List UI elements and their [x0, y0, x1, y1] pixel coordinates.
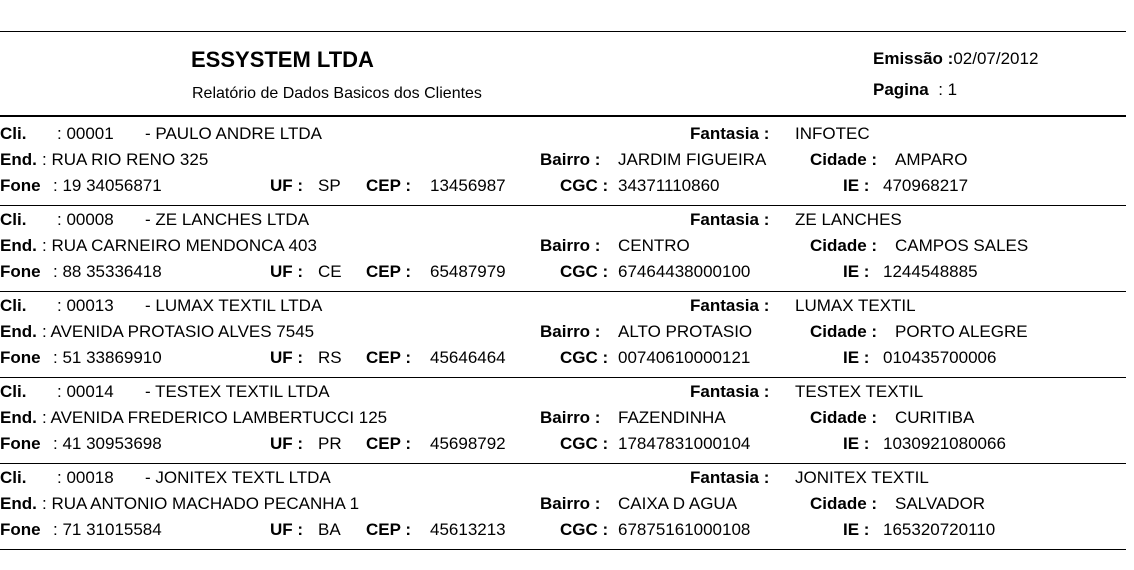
address-label: End.: [0, 322, 37, 341]
client-record: [0, 296, 1126, 382]
address-value: : AVENIDA FREDERICO LAMBERTUCCI 125: [42, 408, 388, 427]
bairro-label: Bairro :: [540, 236, 601, 255]
cep-value: 45613213: [430, 520, 506, 539]
cgc-label: CGC :: [560, 434, 609, 453]
client-record: [0, 468, 1126, 554]
client-record: [0, 124, 1126, 210]
cidade-label: Cidade :: [810, 322, 878, 341]
client-name: - PAULO ANDRE LTDA: [145, 124, 322, 143]
ie-label: IE :: [843, 262, 870, 281]
record-separator: [0, 205, 1126, 206]
uf-value: PR: [318, 434, 342, 453]
cidade-value: CURITIBA: [895, 408, 975, 427]
phone-label: Fone: [0, 176, 41, 195]
cgc-value: 67875161000108: [618, 520, 751, 539]
client-code: : 00018: [57, 468, 114, 487]
ie-value: 1030921080066: [883, 434, 1006, 453]
fantasia-label: Fantasia :: [690, 210, 770, 229]
bairro-value: FAZENDINHA: [618, 408, 726, 427]
address-value: : RUA ANTONIO MACHADO PECANHA 1: [42, 494, 360, 513]
address-value: : RUA RIO RENO 325: [42, 150, 209, 169]
bairro-label: Bairro :: [540, 408, 601, 427]
header-bottom-rule: [0, 115, 1126, 117]
client-name: - JONITEX TEXTL LTDA: [145, 468, 331, 487]
emission-value: 02/07/2012: [953, 49, 1039, 68]
cgc-value: 34371110860: [618, 176, 720, 195]
phone-label: Fone: [0, 348, 41, 367]
ie-label: IE :: [843, 520, 870, 539]
bairro-label: Bairro :: [540, 494, 601, 513]
client-code: : 00013: [57, 296, 114, 315]
header-top-rule: [0, 31, 1126, 32]
ie-value: 470968217: [883, 176, 969, 195]
cep-value: 13456987: [430, 176, 506, 195]
client-name: - ZE LANCHES LTDA: [145, 210, 310, 229]
ie-value: 165320720110: [883, 520, 996, 539]
uf-label: UF :: [270, 176, 304, 195]
cep-label: CEP :: [366, 348, 412, 367]
uf-label: UF :: [270, 434, 304, 453]
cep-label: CEP :: [366, 520, 412, 539]
bairro-value: CENTRO: [618, 236, 690, 255]
record-separator: [0, 549, 1126, 550]
cep-value: 45646464: [430, 348, 506, 367]
fantasia-value: INFOTEC: [795, 124, 870, 143]
cgc-label: CGC :: [560, 348, 609, 367]
ie-label: IE :: [843, 434, 870, 453]
cep-value: 65487979: [430, 262, 506, 281]
company-name: ESSYSTEM LTDA: [191, 47, 374, 72]
address-label: End.: [0, 236, 37, 255]
fantasia-label: Fantasia :: [690, 468, 770, 487]
fantasia-value: JONITEX TEXTIL: [795, 468, 929, 487]
report-title: Relatório de Dados Basicos dos Clientes: [192, 85, 482, 102]
client-code: : 00014: [57, 382, 114, 401]
record-separator: [0, 463, 1126, 464]
bairro-value: CAIXA D AGUA: [618, 494, 738, 513]
cidade-label: Cidade :: [810, 494, 878, 513]
phone-label: Fone: [0, 520, 41, 539]
client-code: : 00008: [57, 210, 114, 229]
fantasia-value: TESTEX TEXTIL: [795, 382, 924, 401]
fantasia-label: Fantasia :: [690, 382, 770, 401]
uf-label: UF :: [270, 262, 304, 281]
cep-label: CEP :: [366, 262, 412, 281]
client-record: [0, 210, 1126, 296]
client-label: Cli.: [0, 124, 27, 143]
uf-value: RS: [318, 348, 342, 367]
cgc-value: 17847831000104: [618, 434, 751, 453]
emission-label: Emissão :: [873, 49, 954, 68]
client-label: Cli.: [0, 382, 27, 401]
ie-label: IE :: [843, 348, 870, 367]
phone-value: : 71 31015584: [53, 520, 162, 539]
cidade-value: AMPARO: [895, 150, 968, 169]
phone-label: Fone: [0, 262, 41, 281]
client-name: - LUMAX TEXTIL LTDA: [145, 296, 323, 315]
uf-value: CE: [318, 262, 342, 281]
cgc-label: CGC :: [560, 520, 609, 539]
client-record: [0, 382, 1126, 468]
ie-label: IE :: [843, 176, 870, 195]
client-code: : 00001: [57, 124, 114, 143]
ie-value: 1244548885: [883, 262, 978, 281]
phone-label: Fone: [0, 434, 41, 453]
client-label: Cli.: [0, 210, 27, 229]
fantasia-value: ZE LANCHES: [795, 210, 902, 229]
phone-value: : 51 33869910: [53, 348, 162, 367]
cep-label: CEP :: [366, 434, 412, 453]
bairro-label: Bairro :: [540, 150, 601, 169]
cgc-label: CGC :: [560, 262, 609, 281]
client-label: Cli.: [0, 468, 27, 487]
address-value: : RUA CARNEIRO MENDONCA 403: [42, 236, 317, 255]
bairro-value: ALTO PROTASIO: [618, 322, 753, 341]
uf-label: UF :: [270, 348, 304, 367]
phone-value: : 19 34056871: [53, 176, 162, 195]
uf-value: SP: [318, 176, 341, 195]
cep-value: 45698792: [430, 434, 506, 453]
cidade-value: PORTO ALEGRE: [895, 322, 1028, 341]
page-number: [873, 80, 957, 100]
client-label: Cli.: [0, 296, 27, 315]
cidade-label: Cidade :: [810, 236, 878, 255]
uf-label: UF :: [270, 520, 304, 539]
page-label: Pagina: [873, 80, 929, 99]
record-separator: [0, 291, 1126, 292]
cgc-value: 67464438000100: [618, 262, 751, 281]
client-name: - TESTEX TEXTIL LTDA: [145, 382, 330, 401]
fantasia-label: Fantasia :: [690, 296, 770, 315]
cgc-value: 00740610000121: [618, 348, 751, 367]
bairro-label: Bairro :: [540, 322, 601, 341]
uf-value: BA: [318, 520, 341, 539]
cidade-label: Cidade :: [810, 150, 878, 169]
ie-value: 010435700006: [883, 348, 997, 367]
cep-label: CEP :: [366, 176, 412, 195]
phone-value: : 41 30953698: [53, 434, 162, 453]
address-label: End.: [0, 408, 37, 427]
cgc-label: CGC :: [560, 176, 609, 195]
phone-value: : 88 35336418: [53, 262, 162, 281]
address-value: : AVENIDA PROTASIO ALVES 7545: [42, 322, 315, 341]
address-label: End.: [0, 494, 37, 513]
address-label: End.: [0, 150, 37, 169]
fantasia-label: Fantasia :: [690, 124, 770, 143]
page-value: : 1: [938, 80, 958, 99]
fantasia-value: LUMAX TEXTIL: [795, 296, 916, 315]
emission-date: [873, 49, 1038, 69]
cidade-value: SALVADOR: [895, 494, 986, 513]
cidade-value: CAMPOS SALES: [895, 236, 1029, 255]
record-separator: [0, 377, 1126, 378]
bairro-value: JARDIM FIGUEIRA: [618, 150, 767, 169]
cidade-label: Cidade :: [810, 408, 878, 427]
